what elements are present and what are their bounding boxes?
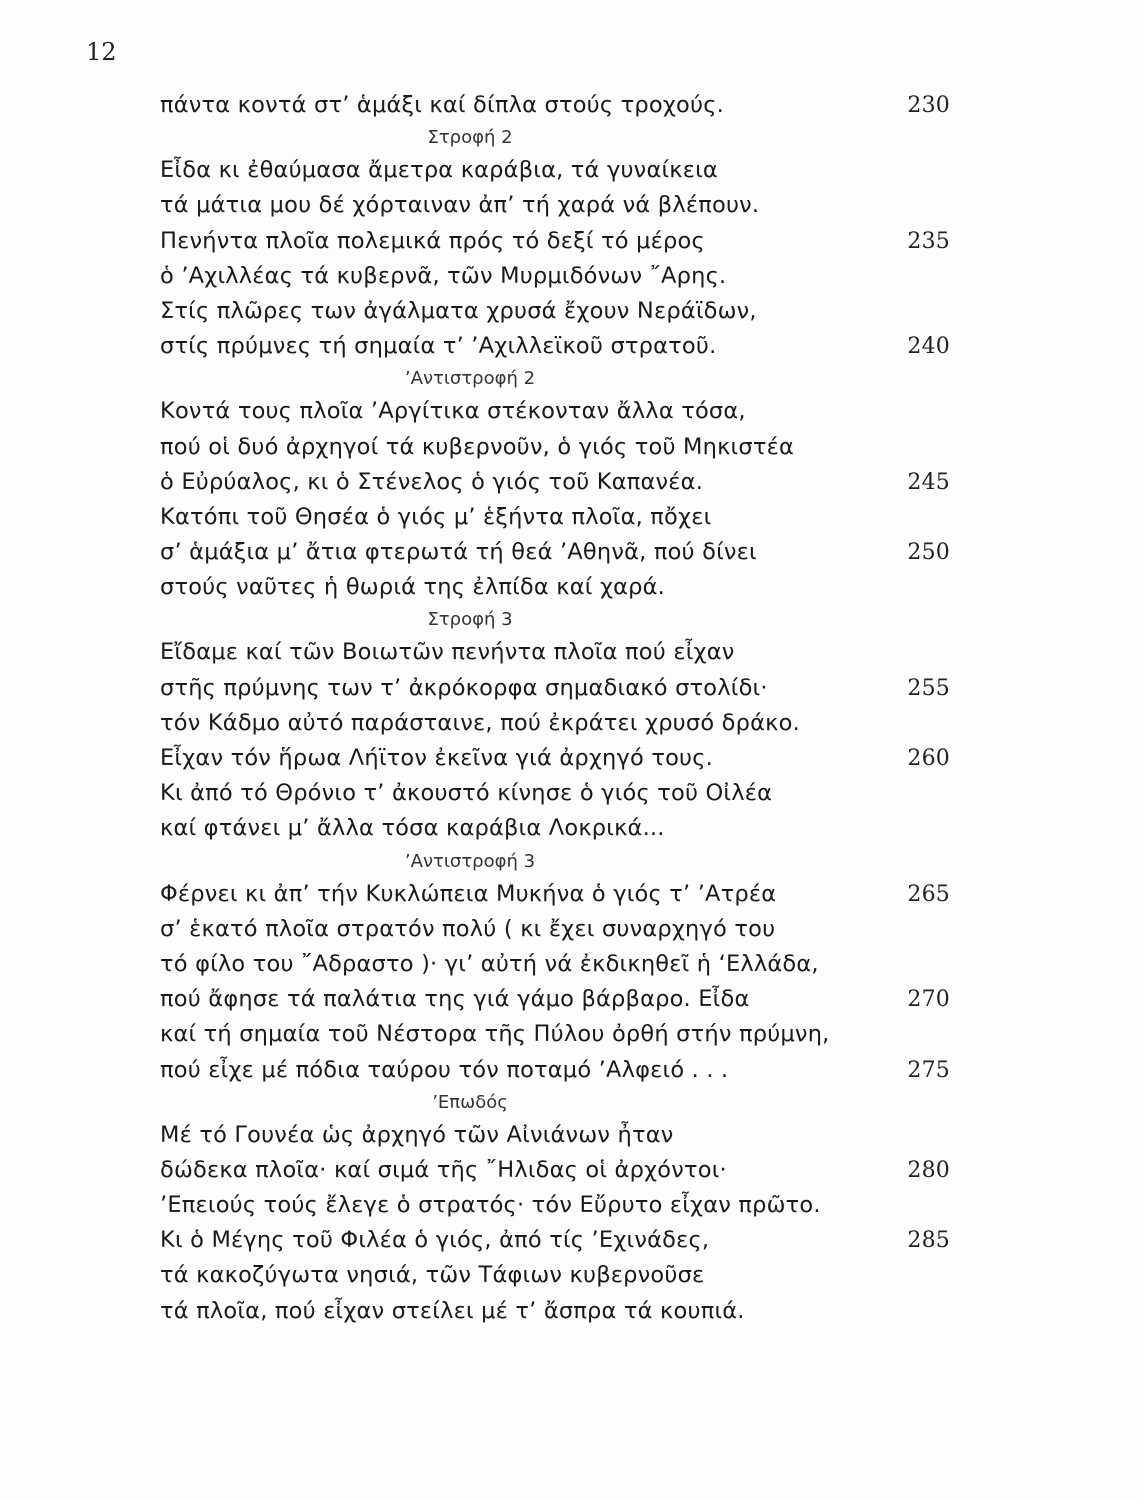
verse-line — [160, 430, 950, 465]
line-number: 245 — [907, 469, 950, 495]
verse-line — [160, 153, 950, 188]
line-number: 285 — [907, 1228, 950, 1254]
section-heading: Στροφή 2 — [427, 127, 513, 149]
section-heading: ’Αντιστροφή 2 — [404, 368, 536, 390]
verse-line — [160, 1258, 950, 1293]
verse-text: Κι ἀπό τό Θρόνιο τ’ ἀκουστό κίνησε ὁ γιός τοῦ Οἰλέα — [160, 780, 773, 807]
verse-line — [160, 259, 950, 294]
verse-text: Στίς πλῶρες των ἀγάλματα χρυσά ἔχουν Νεράϊδων, — [160, 297, 757, 324]
verse-text: Κι ὁ Μέγης τοῦ Φιλέα ὁ γιός, ἀπό τίς ’Εχινάδες, — [160, 1227, 710, 1254]
verse-text: τόν Κάδμο αὐτό παράσταινε, πού ἐκράτει χρυσό δράκο. — [160, 709, 800, 736]
verse-text: Μέ τό Γουνέα ὡς ἀρχηγό τῶν Αἰνιάνων ἦταν — [160, 1121, 674, 1148]
verse-text: καί τή σημαία τοῦ Νέστορα τῆς Πύλου ὀρθή στήν πρύμνη, — [160, 1021, 830, 1048]
verse-line — [160, 224, 950, 259]
line-number: 255 — [907, 675, 950, 701]
section-heading: Στροφή 3 — [427, 609, 513, 631]
line-number: 230 — [907, 93, 950, 118]
verse-line — [160, 1188, 950, 1223]
line-number: 235 — [907, 228, 950, 254]
verse-text: Εἶδα κι ἐθαύμασα ἄμετρα καράβια, τά γυναίκεια — [160, 157, 718, 184]
verse-text: στῆς πρύμνης των τ’ ἀκρόκορφα σημαδιακό στολίδι· — [160, 674, 768, 701]
verse-text: σ’ ἁμάξια μ’ ἄτια φτερωτά τή θεά ’Αθηνᾶ, πού δίνει — [160, 539, 757, 566]
verse-text: Πενήντα πλοῖα πολεμικά πρός τό δεξί τό μέρος — [160, 227, 705, 254]
verse-line — [160, 776, 950, 811]
verse-line — [160, 535, 950, 570]
verse-text: Κοντά τους πλοῖα ’Αργίτικα στέκονταν ἄλλα τόσα, — [160, 398, 746, 425]
verse-text: καί φτάνει μ’ ἄλλα τόσα καράβια Λοκρικά... — [160, 815, 665, 842]
verse-text: σ’ ἑκατό πλοῖα στρατόν πολύ ( κι ἔχει συναρχηγό του — [160, 915, 776, 942]
verse-text: τά μάτια μου δέ χόρταιναν ἀπ’ τή χαρά νά βλέπουν. — [160, 192, 760, 219]
verse-text: στίς πρύμνες τή σημαία τ’ ’Αχιλλεϊκοῦ στρατοῦ. — [160, 333, 717, 360]
verse-line — [160, 811, 950, 846]
verse-line — [160, 570, 950, 605]
verse-line — [160, 912, 950, 947]
poem-body — [160, 88, 950, 1329]
verse-text: ’Επειούς τούς ἔλεγε ὁ στρατός· τόν Εὔρυτο εἶχαν πρῶτο. — [160, 1192, 821, 1219]
verse-text: πού οἱ δυό ἀρχηγοί τά κυβερνοῦν, ὁ γιός τοῦ Μηκιστέα — [160, 433, 794, 460]
verse-line — [160, 982, 950, 1017]
section-heading: ’Αντιστροφή 3 — [404, 850, 536, 872]
line-number: 275 — [907, 1057, 950, 1083]
line-number: 240 — [907, 334, 950, 360]
line-number: 270 — [907, 987, 950, 1013]
verse-line — [160, 741, 950, 776]
verse-text: Κατόπι τοῦ Θησέα ὁ γιός μ’ ἑξήντα πλοῖα, πὄχει — [160, 503, 712, 530]
verse-text: Εἴδαμε καί τῶν Βοιωτῶν πενήντα πλοῖα πού εἶχαν — [160, 639, 735, 666]
line-number: 260 — [907, 746, 950, 771]
verse-text: πού εἶχε μέ πόδια ταύρου τόν ποταμό ’Αλφειό . . . — [160, 1056, 729, 1083]
line-number: 250 — [907, 540, 950, 566]
verse-text: τά κακοζύγωτα νησιά, τῶν Τάφιων κυβερνοῦσε — [160, 1262, 705, 1289]
verse-line — [160, 394, 950, 429]
verse-text: Εἶχαν τόν ἥρωα Λήϊτον ἐκεῖνα γιά ἀρχηγό τους. — [160, 745, 714, 771]
section-heading: ’Επωδός — [432, 1091, 508, 1113]
verse-line — [160, 1153, 950, 1188]
verse-text: πάντα κοντά στ’ ἁμάξι καί δίπλα στούς τροχούς. — [160, 92, 724, 118]
page-number: 12 — [86, 38, 117, 66]
verse-line — [160, 635, 950, 670]
verse-line — [160, 500, 950, 535]
verse-line — [160, 1118, 950, 1153]
verse-line — [160, 1053, 950, 1088]
verse-text: πού ἄφησε τά παλάτια της γιά γάμο βάρβαρο. Εἶδα — [160, 986, 750, 1013]
verse-line — [160, 877, 950, 912]
verse-text: ὁ ’Αχιλλέας τά κυβερνᾶ, τῶν Μυρμιδόνων ῎Αρης. — [160, 262, 727, 289]
verse-line — [160, 465, 950, 500]
verse-line — [160, 706, 950, 741]
verse-line — [160, 671, 950, 706]
verse-line — [160, 1017, 950, 1052]
line-number: 265 — [907, 881, 950, 907]
verse-line — [160, 1294, 950, 1329]
verse-text: τά πλοῖα, πού εἶχαν στείλει μέ τ’ ἄσπρα τά κουπιά. — [160, 1297, 745, 1324]
verse-text: ὁ Εὐρύαλος, κι ὁ Στένελος ὁ γιός τοῦ Καπανέα. — [160, 468, 704, 495]
verse-line — [160, 88, 950, 123]
verse-line — [160, 294, 950, 329]
verse-text: τό φίλο του ῎Αδραστο )· γι’ αὐτή νά ἐκδικηθεῖ ἡ ‘Ελλάδα, — [160, 950, 819, 977]
line-number: 280 — [907, 1157, 950, 1183]
verse-line — [160, 329, 950, 364]
verse-text: στούς ναῦτες ἡ θωριά της ἐλπίδα καί χαρά. — [160, 574, 666, 601]
verse-text: Φέρνει κι ἀπ’ τήν Κυκλώπεια Μυκήνα ὁ γιός τ’ ’Ατρέα — [160, 880, 777, 907]
verse-line — [160, 188, 950, 223]
verse-line — [160, 1223, 950, 1258]
verse-text: δώδεκα πλοῖα· καί σιμά τῆς ῎Ηλιδας οἱ ἀρχόντοι· — [160, 1156, 727, 1183]
verse-line — [160, 947, 950, 982]
